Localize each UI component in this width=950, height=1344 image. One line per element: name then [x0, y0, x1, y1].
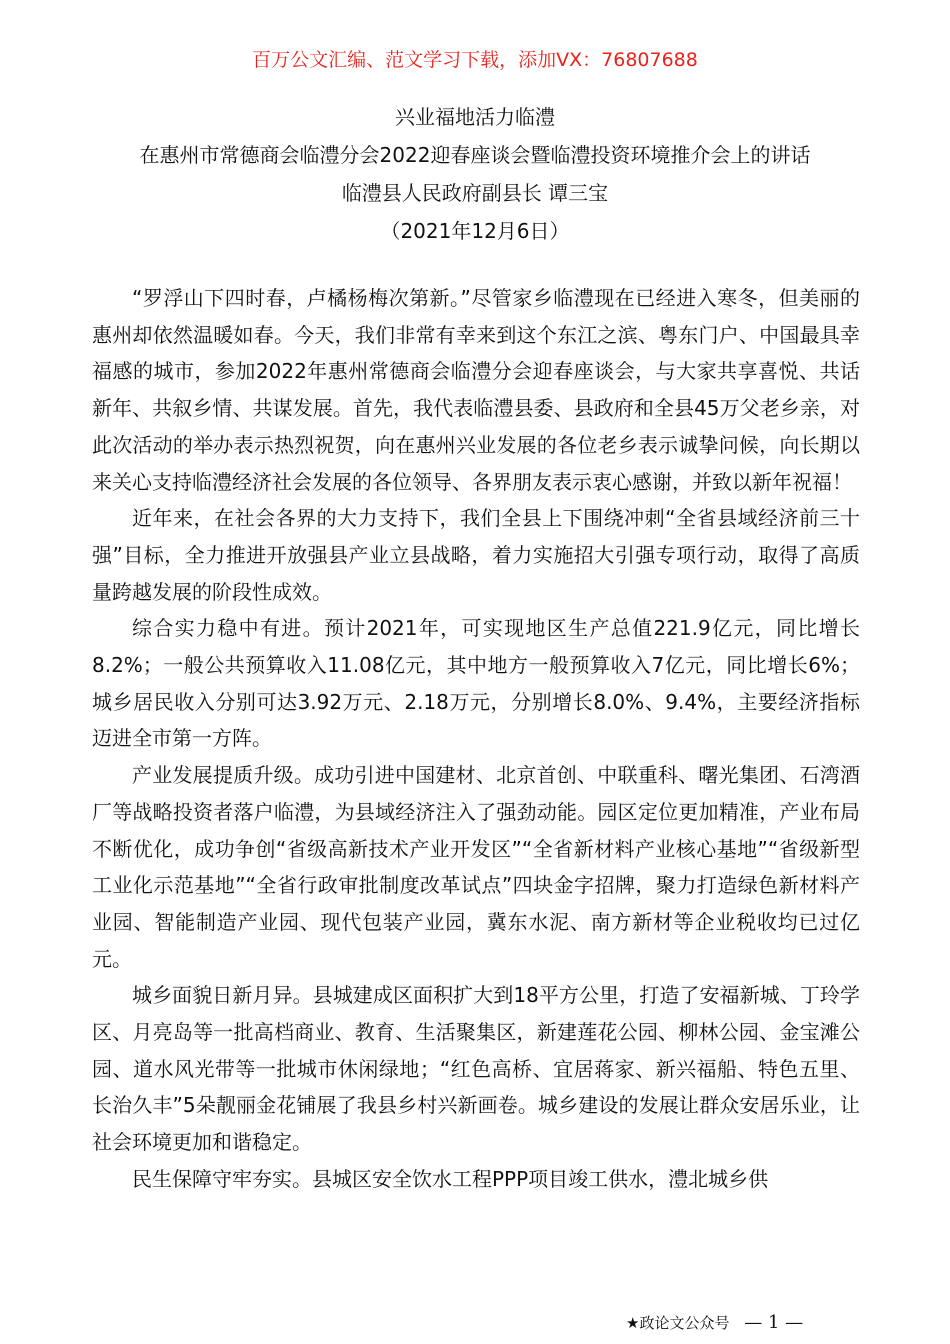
paragraph-industry: 产业发展提质升级。成功引进中国建材、北京首创、中联重科、曙光集团、石湾酒厂等战略投资者落户临澧，为县域经济注入了强劲动能。园区定位更加精准，产业布局不断优化，成功争创“省级高新技术产业开发区”“全省新材料产业核心基地”“省级新型工业化示范基地”“全省行政审批制度改革试点”四块金字招牌，聚力打造绿色新材料产业园、智能制造产业园、现代包装产业园，冀东水泥、南方新材等企业税收均已过亿元。: [92, 763, 860, 971]
page-title: 兴业福地活力临澧: [395, 105, 555, 129]
speech-body: [92, 280, 860, 1198]
paragraph-economy: 综合实力稳中有进。预计2021年，可实现地区生产总值221.9亿元，同比增长8.2%；一般公共预算收入11.08亿元，其中地方一般预算收入7亿元，同比增长6%；城乡居民收入分别可达3.92万元、2.18万元，分别增长8.0%、9.4%，主要经济指标迈进全市第一方阵。: [92, 616, 860, 751]
download-banner: 百万公文汇编、范文学习下载，添加VX：76807688: [252, 49, 698, 71]
page-number: — 1 —: [744, 1312, 804, 1333]
speech-date: （2021年12月6日）: [380, 219, 570, 243]
page-footer: [626, 1312, 803, 1334]
footer-source: ★政论文公众号: [626, 1314, 730, 1332]
speech-occasion: 在惠州市常德商会临澧分会2022迎春座谈会暨临澧投资环境推介会上的讲话: [139, 143, 811, 167]
paragraph-urban: 城乡面貌日新月异。县城建成区面积扩大到18平方公里，打造了安福新城、丁玲学区、月亮岛等一批高档商业、教育、生活聚集区，新建莲花公园、柳林公园、金宝滩公园、道水风光带等一批城市休闲绿地；“红色高桥、宜居蒋家、新兴福船、特色五里、长治久丰”5朵靓丽金花铺展了我县乡村兴新画卷。城乡建设的发展让群众安居乐业，让社会环境更加和谐稳定。: [92, 983, 860, 1155]
paragraph-opening: “罗浮山下四时春，卢橘杨梅次第新。”尽管家乡临澧现在已经进入寒冬，但美丽的惠州却依然温暖如春。今天，我们非常有幸来到这个东江之滨、粤东门户、中国最具幸福感的城市，参加2022年惠州常德商会临澧分会迎春座谈会，与大家共享喜悦、共话新年、共叙乡情、共谋发展。首先，我代表临澧县委、县政府和全县45万父老乡亲，对此次活动的举办表示热烈祝贺，向在惠州兴业发展的各位老乡表示诚挚问候，向长期以来关心支持临澧经济社会发展的各位领导、各界朋友表示衷心感谢，并致以新年祝福！: [92, 286, 860, 494]
title-block: [60, 98, 890, 250]
paragraph-livelihood: 民生保障守牢夯实。县城区安全饮水工程PPP项目竣工供水，澧北城乡供: [132, 1166, 769, 1191]
speaker: 临澧县人民政府副县长 谭三宝: [341, 181, 609, 205]
paragraph-overview: 近年来，在社会各界的大力支持下，我们全县上下围绕冲刺“全省县域经济前三十强”目标，全力推进开放强县产业立县战略，着力实施招大引强专项行动，取得了高质量跨越发展的阶段性成效。: [92, 506, 860, 604]
